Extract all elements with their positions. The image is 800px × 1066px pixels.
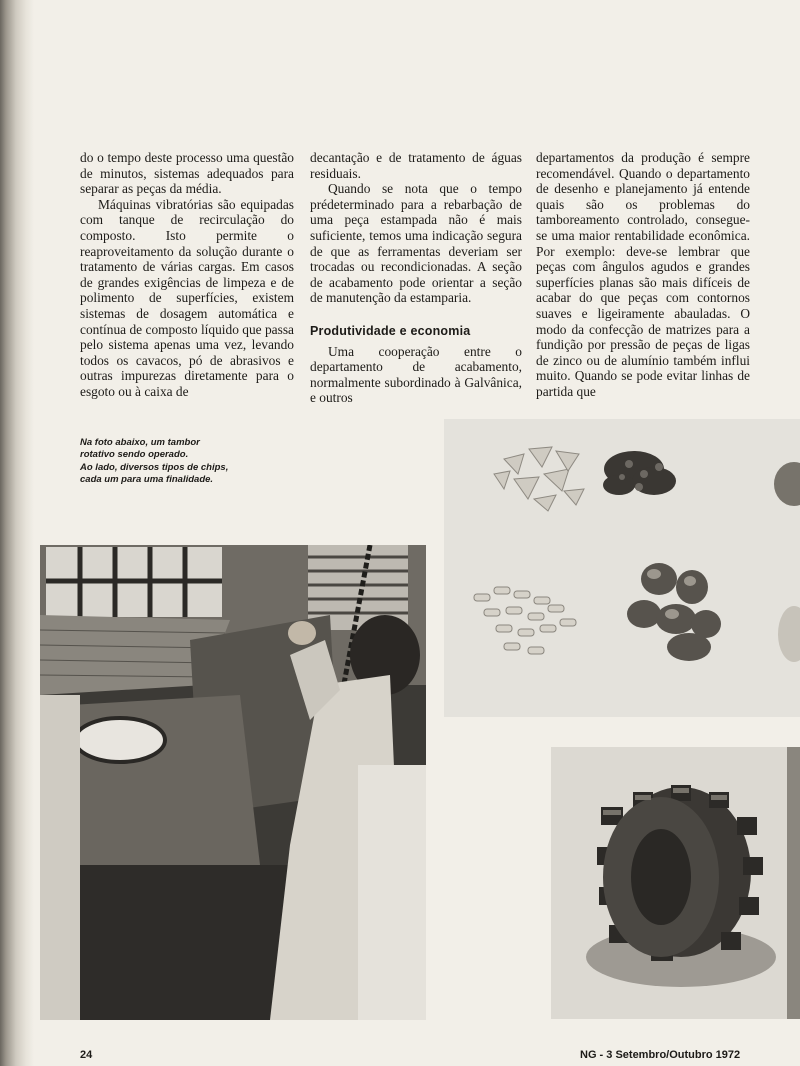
caption-line: Ao lado, diversos tipos de chips, [80,461,229,473]
gear-part-photo [551,747,800,1019]
gear-illustration [551,747,800,1019]
caption-line: cada um para uma finalidade. [80,474,214,486]
section-heading: Produtividade e economia [310,323,471,338]
text-column-3 [536,150,750,400]
page-number: 24 [80,1049,93,1061]
paragraph: Máquinas vibratórias são equipadas com tanque de recirculação do composto. Isto permite o reaproveitamento da solução durante o tratamento de várias cargas. Em casos de grandes exigências de limpeza e de polimento de superfícies, existem sistemas de dosagem automática e contínua de composto líquido que passa pelo sistema apenas uma vez, levando todos os cavacos, pó de abrasivos e outras impurezas diretamente para o esgoto ou à caixa de [80,196,294,399]
paragraph: do o tempo deste processo uma questão de minutos, sistemas adequados para separar as peças da média. [80,150,294,197]
text-column-2 [310,150,522,406]
chips-photo [444,419,800,717]
drum-operator-illustration [40,545,426,1020]
text-column-1 [80,150,294,400]
paragraph: Uma cooperação entre o departamento de acabamento, normalmente subordinado à Galvânica, e outros [310,343,522,406]
paragraph: Quando se nota que o tempo prédeterminado para a rebarbação de uma peça estampada não é mais suficiente, temos uma indicação segura de que as ferramentas deveriam ser trocadas ou recondicionadas. A seção de acabamento pode orientar a seção de manutenção da estamparia. [310,181,522,306]
page-binding-shadow [0,0,34,1066]
caption-line: Na foto abaixo, um tambor [80,437,200,448]
chips-illustration [444,419,800,717]
paragraph: departamentos da produção é sempre recomendável. Quando o departamento de desenho e planejamento já entende quais são os problemas do tamboreamento controlado, consegue-se uma maior rentabilidade econômica. Por exemplo: deve-se lembrar que peças com ângulos agudos e grandes superfícies planas são mais difíceis de acabar do que peças com contornos suaves e ligeiramente abauladas. O modo da confecção de matrizes para a fundição por pressão de peças de ligas de zinco ou de alumínio também influi muito. Quando se pode evitar linhas de partida que [536,150,750,399]
photo-caption [80,437,280,487]
publication-footer: NG - 3 Setembro/Outubro 1972 [580,1049,741,1061]
paragraph: decantação e de tratamento de águas residuais. [310,150,522,181]
caption-line: rotativo sendo operado. [80,449,189,461]
drum-operator-photo [40,545,426,1020]
